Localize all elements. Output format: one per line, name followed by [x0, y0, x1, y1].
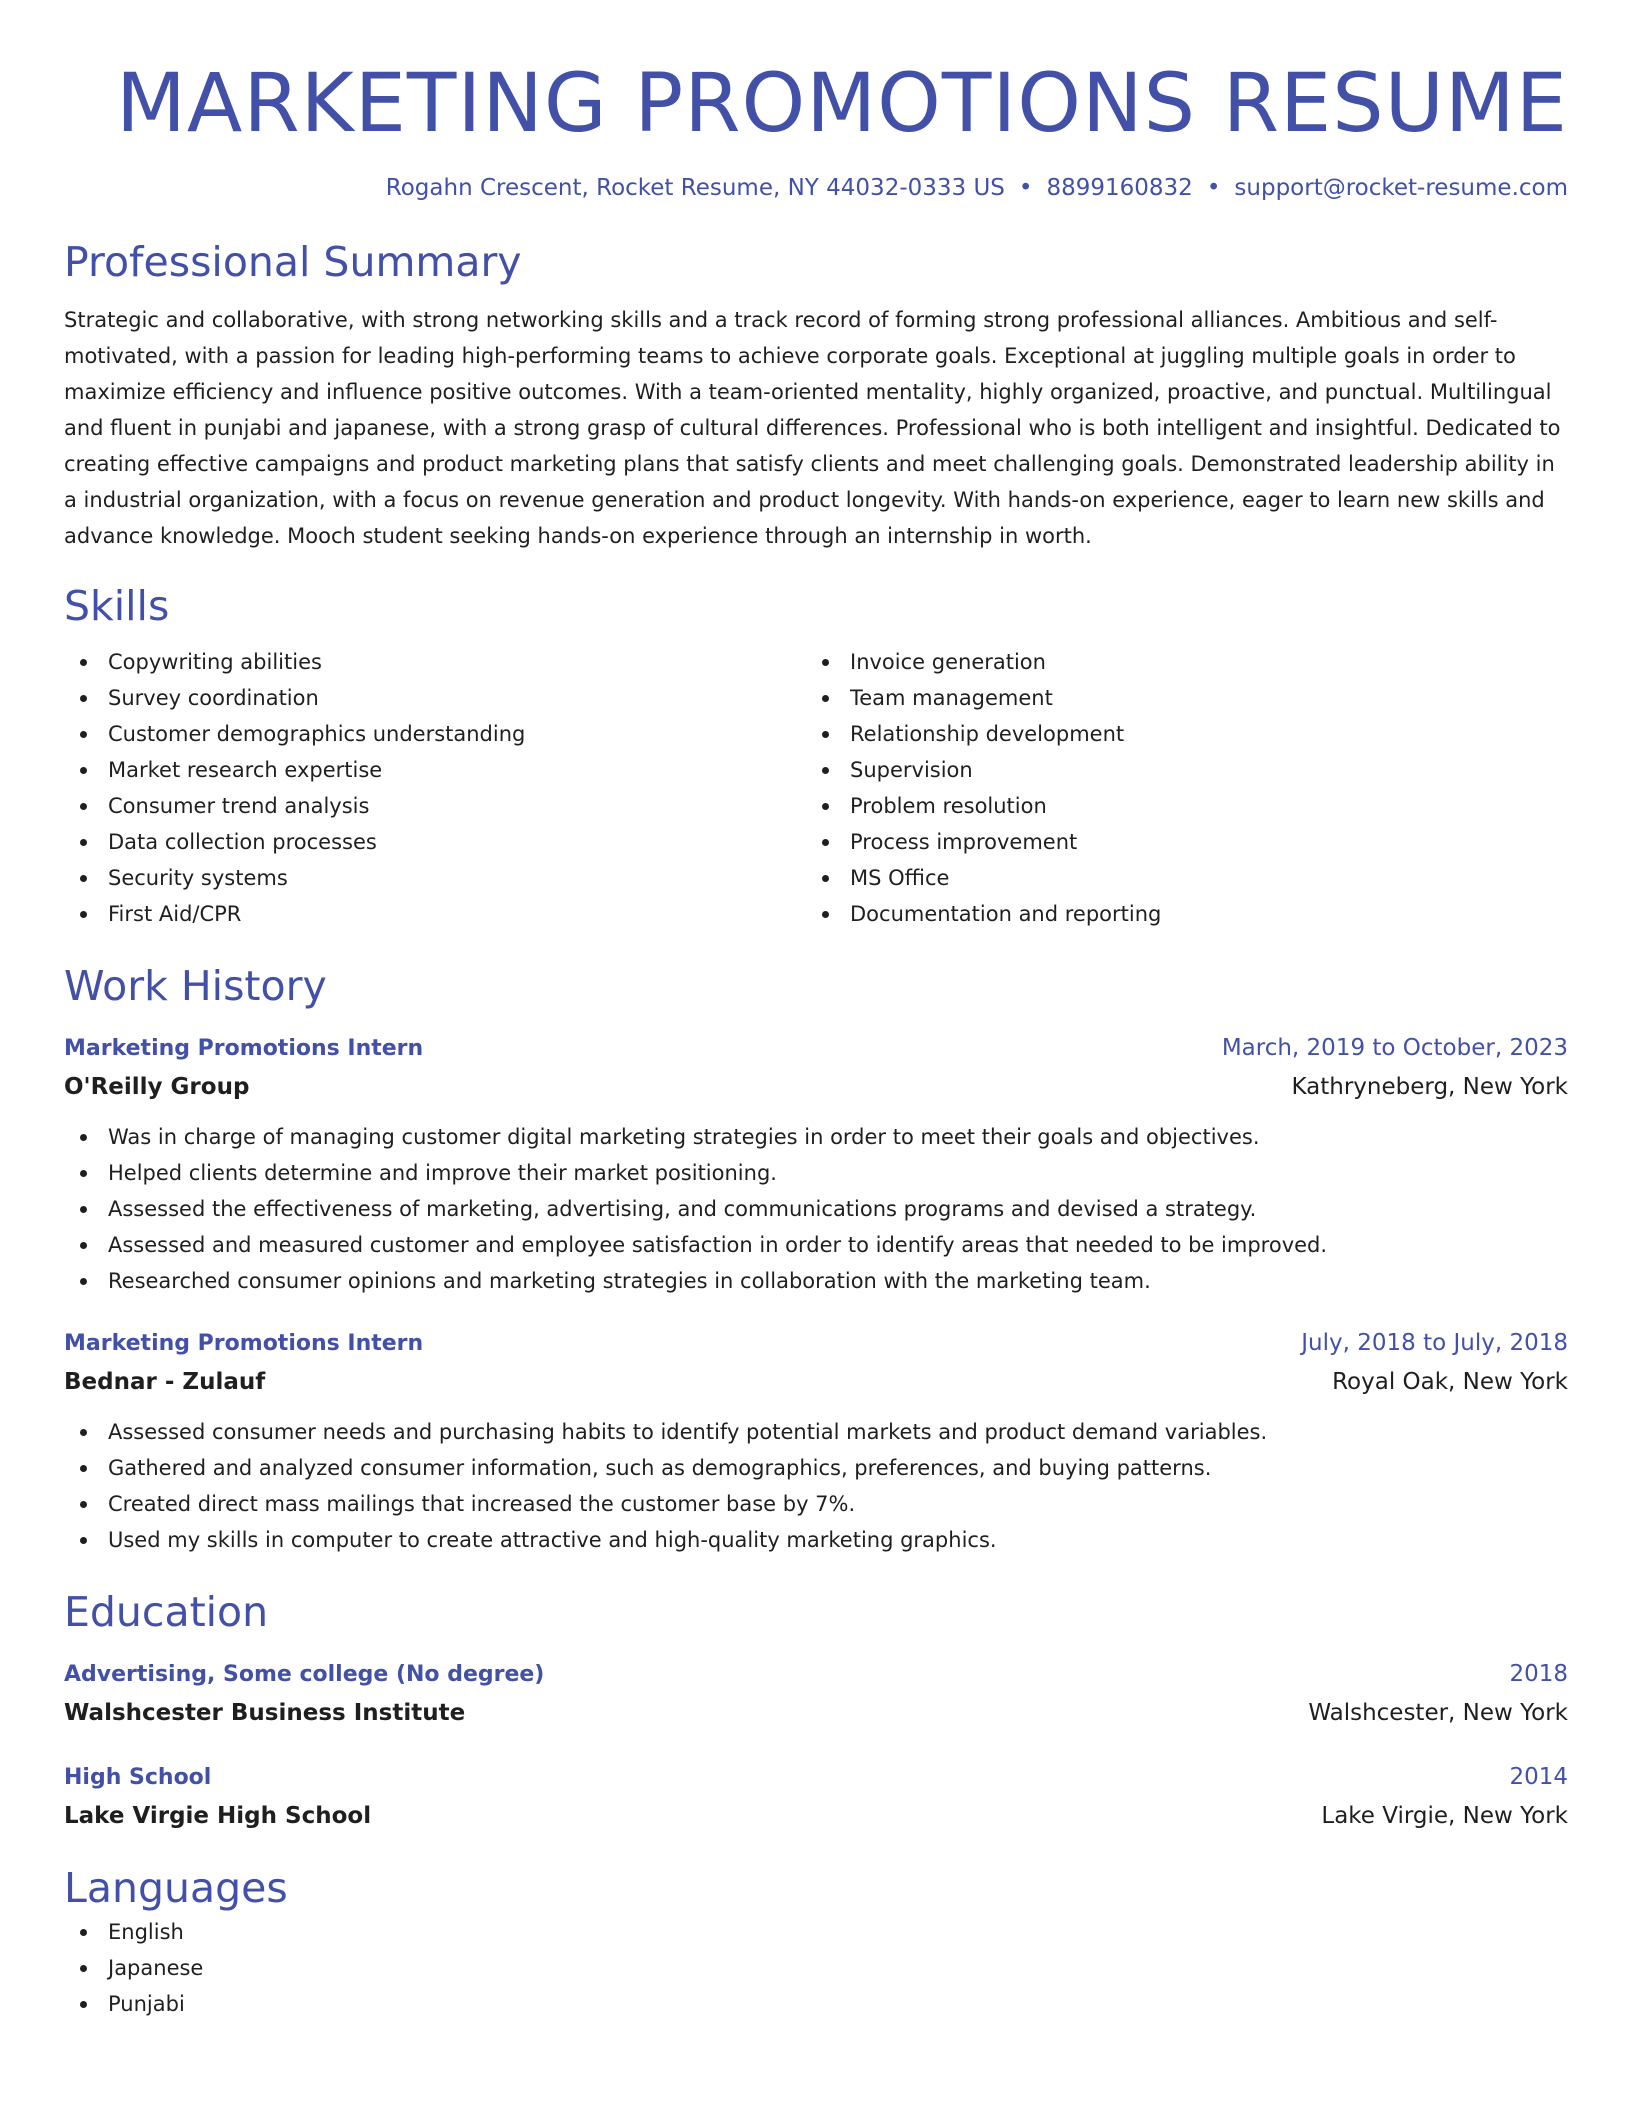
education-heading: Education [64, 1588, 269, 1636]
education-degree: Advertising, Some college (No degree) [64, 1662, 545, 1687]
education-school-row [64, 1693, 1568, 1733]
resume-title: MARKETING PROMOTIONS RESUME [116, 57, 1568, 151]
job-bullets [64, 1414, 1568, 1558]
education-school: Walshcester Business Institute [64, 1700, 466, 1726]
job-bullet: Assessed and measured customer and employee satisfaction in order to identify areas that needed to be improved. [64, 1227, 1568, 1263]
skill-item: Problem resolution [806, 788, 1548, 824]
contact-email: support@rocket-resume.com [1234, 175, 1568, 201]
skills-list-right [806, 644, 1548, 932]
job-company: Bednar - Zulauf [64, 1369, 266, 1395]
language-item: Punjabi [64, 1986, 1568, 2022]
contact-phone: 8899160832 [1046, 175, 1193, 201]
education-school-row [64, 1796, 1568, 1836]
job-entry [64, 1030, 1568, 1299]
education-location: Walshcester, New York [1308, 1700, 1568, 1726]
job-dates: March, 2019 to October, 2023 [1221, 1035, 1568, 1061]
skill-item: Copywriting abilities [64, 644, 806, 680]
skills-heading: Skills [64, 582, 170, 630]
language-item: Japanese [64, 1950, 1568, 1986]
job-bullet: Created direct mass mailings that increased the customer base by 7%. [64, 1486, 1568, 1522]
skill-item: Customer demographics understanding [64, 716, 806, 752]
contact-line [64, 172, 1568, 204]
skills-columns [64, 644, 1568, 932]
job-bullet: Used my skills in computer to create attractive and high-quality marketing graphics. [64, 1522, 1568, 1558]
job-bullet: Researched consumer opinions and marketing strategies in collaboration with the marketing team. [64, 1263, 1568, 1299]
education-entry [64, 1759, 1568, 1836]
job-company-row [64, 1067, 1568, 1107]
education-entry [64, 1656, 1568, 1733]
job-header-row [64, 1325, 1568, 1362]
skill-item: Relationship development [806, 716, 1548, 752]
skill-item: Documentation and reporting [806, 896, 1548, 932]
job-entry [64, 1325, 1568, 1558]
job-bullet: Assessed the effectiveness of marketing, advertising, and communications programs and devised a strategy. [64, 1191, 1568, 1227]
education-header-row [64, 1656, 1568, 1693]
education-school: Lake Virgie High School [64, 1803, 372, 1829]
job-bullets [64, 1119, 1568, 1299]
job-company: O'Reilly Group [64, 1074, 250, 1100]
summary-text: Strategic and collaborative, with strong networking skills and a track record of forming strong professional alliances. Ambitious and self-motivated, with a passion for leading high-performing teams to achieve corporate goals. Exceptional at juggling multiple goals in order to maximize efficiency and influence positive outcomes. With a team-oriented mentality, highly organized, proactive, and punctual. Multilingual and fluent in punjabi and japanese, with a strong grasp of cultural differences. Professional who is both intelligent and insightful. Dedicated to creating effective campaigns and product marketing plans that satisfy clients and meet challenging goals. Demonstrated leadership ability in a industrial organization, with a focus on revenue generation and product longevity. With hands-on experience, eager to learn new skills and advance knowledge. Mooch student seeking hands-on experience through an internship in worth. [64, 308, 1561, 548]
skill-item: Survey coordination [64, 680, 806, 716]
job-bullet: Was in charge of managing customer digital marketing strategies in order to meet their goals and objectives. [64, 1119, 1568, 1155]
education-year: 2018 [1509, 1661, 1568, 1687]
skill-item: Data collection processes [64, 824, 806, 860]
job-dates: July, 2018 to July, 2018 [1301, 1330, 1568, 1356]
job-header-row [64, 1030, 1568, 1067]
job-bullet: Gathered and analyzed consumer information, such as demographics, preferences, and buying patterns. [64, 1450, 1568, 1486]
education-header-row [64, 1759, 1568, 1796]
work-history-heading: Work History [64, 962, 327, 1010]
job-title: Marketing Promotions Intern [64, 1331, 424, 1356]
job-bullet: Helped clients determine and improve their market positioning. [64, 1155, 1568, 1191]
languages-list [64, 1914, 1568, 2022]
job-location: Kathryneberg, New York [1291, 1074, 1568, 1100]
summary-heading: Professional Summary [64, 238, 522, 286]
education-year: 2014 [1509, 1764, 1568, 1790]
contact-separator: • [1018, 175, 1033, 201]
skill-item: MS Office [806, 860, 1548, 896]
languages-heading: Languages [64, 1864, 288, 1912]
education-degree: High School [64, 1765, 212, 1790]
skill-item: Team management [806, 680, 1548, 716]
job-title: Marketing Promotions Intern [64, 1036, 424, 1061]
skills-list-left [64, 644, 806, 932]
job-location: Royal Oak, New York [1332, 1369, 1568, 1395]
language-item: English [64, 1914, 1568, 1950]
skill-item: Market research expertise [64, 752, 806, 788]
skill-item: Invoice generation [806, 644, 1548, 680]
skill-item: Process improvement [806, 824, 1548, 860]
job-company-row [64, 1362, 1568, 1402]
contact-separator: • [1206, 175, 1221, 201]
skill-item: First Aid/CPR [64, 896, 806, 932]
education-location: Lake Virgie, New York [1321, 1803, 1568, 1829]
skill-item: Supervision [806, 752, 1548, 788]
skill-item: Security systems [64, 860, 806, 896]
job-bullet: Assessed consumer needs and purchasing habits to identify potential markets and product demand variables. [64, 1414, 1568, 1450]
skill-item: Consumer trend analysis [64, 788, 806, 824]
contact-address: Rogahn Crescent, Rocket Resume, NY 44032-0333 US [385, 175, 1005, 201]
